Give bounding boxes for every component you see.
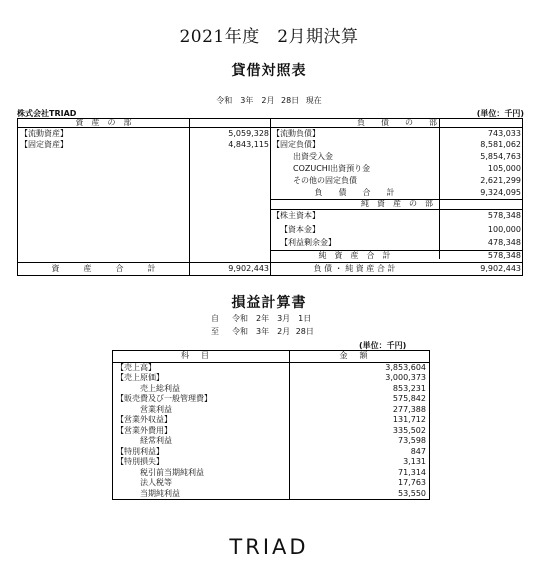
row-label: 【売上高】: [113, 362, 290, 373]
asset-label: 【固定資産】: [20, 140, 68, 149]
asset-value: 4,843,115: [228, 140, 269, 149]
row-label: 営業利益: [113, 405, 290, 416]
liability-value: 5,854,763: [480, 152, 521, 161]
row-value: 847: [410, 446, 426, 456]
income-statement-rows: [113, 362, 429, 499]
balance-sheet-table: [17, 118, 523, 276]
row-label: 【特別損失】: [113, 457, 290, 468]
row-label: 【特別利益】: [113, 447, 290, 458]
row-value: 277,388: [392, 404, 426, 414]
balance-sheet-date: 令和 3年 2月 28日 現在: [216, 96, 322, 105]
divider: [18, 262, 522, 263]
balance-sheet-title: 貸借対照表: [231, 63, 307, 79]
row-value: 131,712: [392, 415, 426, 424]
row-label: 当期純利益: [113, 489, 290, 500]
row-value: 335,502: [392, 425, 426, 435]
equity-total-label: 純 資 産 合 計: [318, 251, 391, 260]
assets-header: 資 産 の 部: [75, 118, 132, 127]
row-value: 71,314: [398, 467, 426, 477]
assets-total-value: 9,902,443: [228, 264, 269, 273]
liabilities-header: 負 債 の 部: [357, 118, 437, 127]
equity-value: 478,348: [487, 238, 521, 247]
report-title: 2021年度 2月期決算: [179, 27, 359, 47]
row-value: 17,763: [398, 478, 426, 487]
equity-label: 【株主資本】: [272, 211, 320, 220]
row-label: 税引前当期純利益: [113, 468, 290, 479]
equity-value: 100,000: [487, 225, 521, 234]
row-label: 【販売費及び一般管理費】: [113, 394, 290, 405]
liability-label: その他の固定負債: [293, 176, 357, 185]
triad-logo: TRIAD: [229, 535, 309, 559]
grand-total-label: 負 債 ・ 純 資 産 合 計: [313, 264, 396, 273]
table-row: [113, 362, 429, 373]
table-row: [113, 436, 429, 447]
row-value: 3,853,604: [385, 362, 426, 372]
row-value: 3,000,373: [385, 373, 426, 382]
liability-label: 【流動負債】: [272, 129, 320, 138]
row-value: 3,131: [403, 457, 426, 466]
equity-header: 純 資 産 の 部: [361, 199, 433, 208]
table-row: [113, 405, 429, 416]
period-to-date: 令和 3年 2月 28日: [232, 327, 314, 336]
liability-value: 8,581,062: [480, 140, 521, 149]
table-row: [113, 478, 429, 489]
equity-total-value: 578,348: [487, 251, 521, 260]
balance-sheet-unit: (単位：千円): [476, 109, 524, 118]
liability-label: 【固定負債】: [272, 140, 320, 149]
table-header-row: [113, 351, 429, 362]
period-to-label: 至: [211, 327, 219, 336]
table-row: [113, 468, 429, 479]
liability-label: COZUCHI出資預り金: [293, 164, 371, 173]
income-statement-unit: (単位：千円): [359, 341, 407, 350]
grand-total-value: 9,902,443: [480, 264, 521, 273]
table-row: [113, 373, 429, 384]
equity-value: 578,348: [487, 211, 521, 220]
row-label: 【営業外収益】: [113, 415, 290, 426]
column-item: 科目: [113, 351, 290, 362]
equity-label: 【資本金】: [280, 225, 320, 234]
column-amount: 金額: [290, 351, 430, 362]
liabilities-total-value: 9,324,095: [480, 188, 521, 197]
company-name: 株式会社TRIAD: [17, 109, 77, 118]
liability-value: 105,000: [487, 164, 521, 173]
asset-value: 5,059,328: [228, 129, 269, 138]
liabilities-total-label: 負 債 合 計: [314, 188, 395, 197]
row-label: 【売上原価】: [113, 373, 290, 384]
row-value: 73,598: [398, 436, 426, 445]
row-value: 53,550: [398, 488, 426, 498]
table-row: [113, 426, 429, 437]
row-value: 853,231: [392, 383, 426, 393]
table-row: [113, 394, 429, 405]
income-statement-table: [112, 350, 430, 500]
income-statement-title: 損益計算書: [231, 295, 307, 311]
table-row: [113, 384, 429, 395]
row-label: 経常利益: [113, 436, 290, 447]
table-row: [113, 415, 429, 426]
equity-label: 【利益剰余金】: [280, 238, 336, 247]
liability-value: 743,033: [487, 129, 521, 138]
asset-label: 【流動資産】: [20, 129, 68, 138]
divider: [270, 209, 522, 210]
assets-total-label: 資 産 合 計: [51, 264, 156, 273]
table-row: [113, 489, 429, 500]
period-from-date: 令和 2年 3月 1日: [232, 314, 312, 323]
table-row: [113, 447, 429, 458]
period-from-label: 自: [211, 314, 219, 323]
row-label: 【営業外費用】: [113, 426, 290, 437]
row-label: 法人税等: [113, 478, 290, 489]
row-value: 575,842: [392, 394, 426, 403]
row-label: 売上総利益: [113, 384, 290, 395]
liability-value: 2,621,299: [480, 176, 521, 185]
liability-label: 出資受入金: [293, 152, 333, 161]
table-row: [113, 457, 429, 468]
